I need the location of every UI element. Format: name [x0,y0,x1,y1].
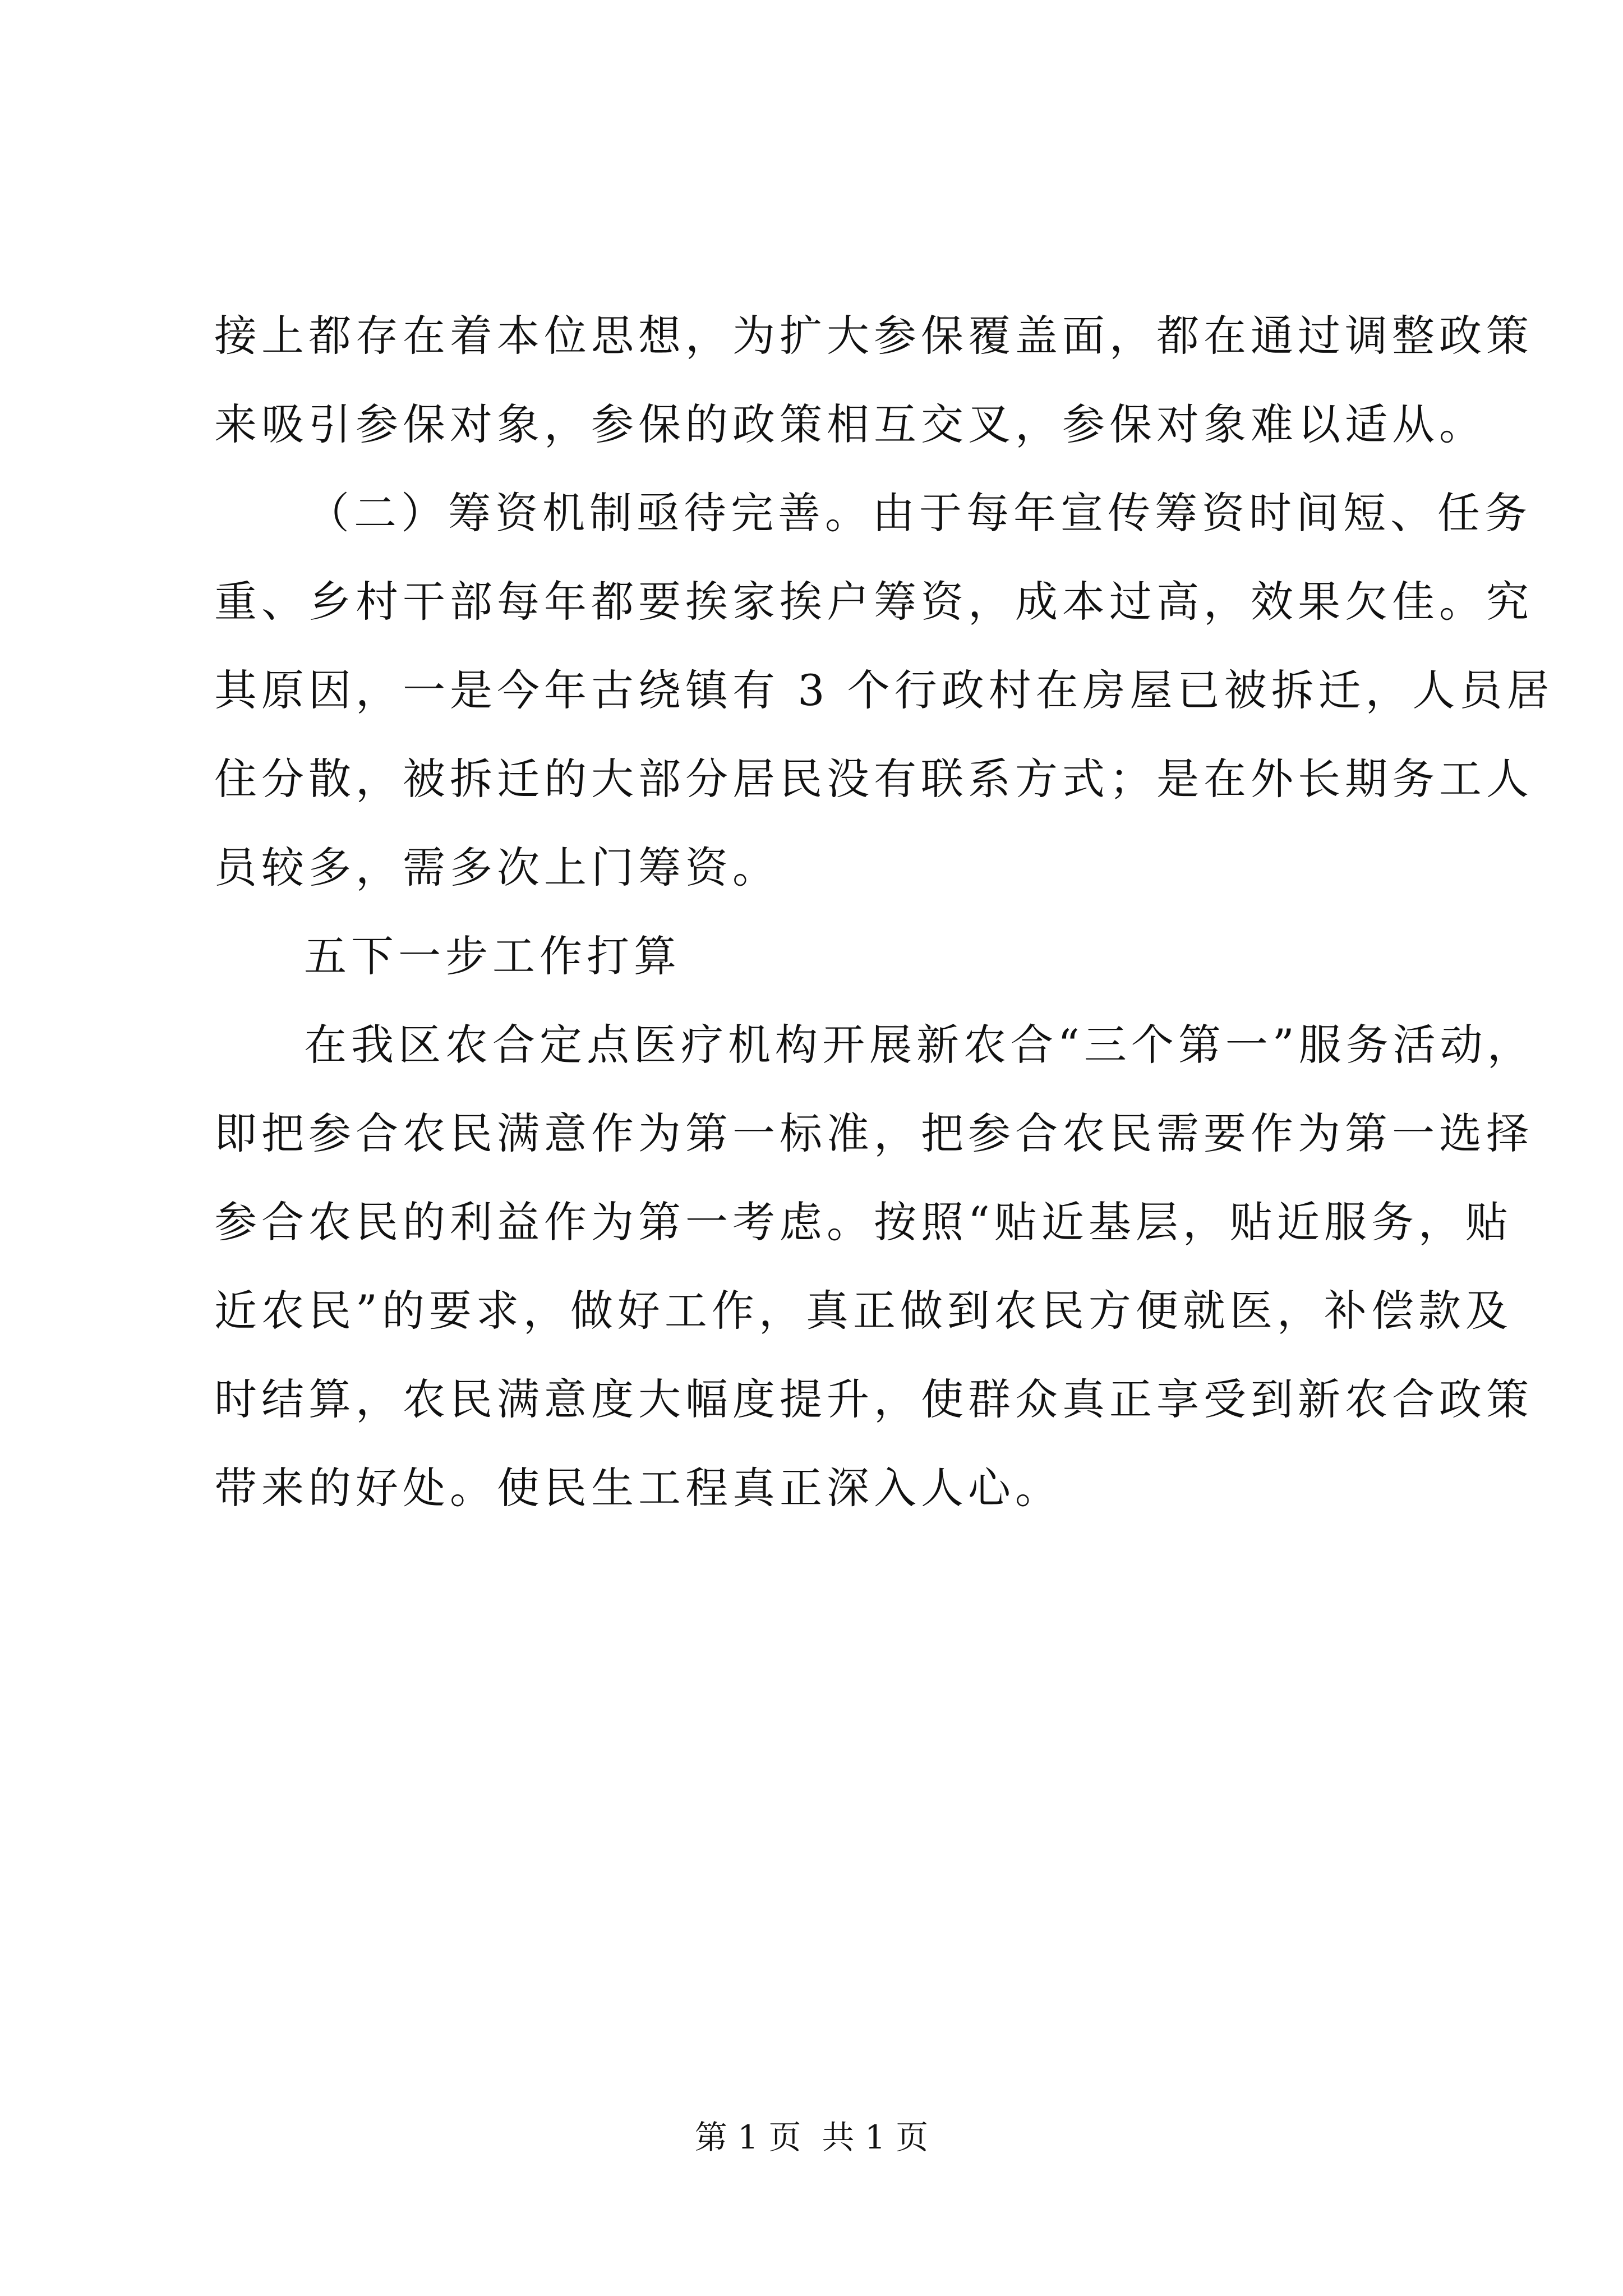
text-line: 近农民”的要求，做好工作，真正做到农民方便就医，补偿款及 [214,1286,1513,1336]
text-line: 在我区农合定点医疗机构开展新农合“三个第一”服务活动， [304,1020,1534,1070]
text-line: 接上都存在着本位思想，为扩大参保覆盖面，都在通过调整政策 [214,311,1533,361]
text-line: 带来的好处。使民生工程真正深入人心。 [214,1463,1062,1513]
section-title: 五下一步工作打算 [304,931,681,981]
text-line: 时结算，农民满意度大幅度提升，使群众真正享受到新农合政策 [214,1374,1533,1424]
body-text [214,292,1554,1533]
text-line: 重、乡村干部每年都要挨家挨户筹资，成本过高，效果欠佳。究 [214,577,1533,627]
text-line: 住分散，被拆迁的大部分居民没有联系方式；是在外长期务工人 [214,754,1533,804]
text-line: 来吸引参保对象，参保的政策相互交叉，参保对象难以适从。 [214,399,1486,449]
page-number-footer: 第 1 页 共 1 页 [694,2118,929,2156]
text-line: 即把参合农民满意作为第一标准，把参合农民需要作为第一选择 [214,1108,1533,1158]
text-line: 参合农民的利益作为第一考虑。按照“贴近基层，贴近服务，贴 [214,1197,1513,1247]
text-line: 员较多，需多次上门筹资。 [214,843,780,892]
text-line: 其原因，一是今年古绕镇有 3 个行政村在房屋已被拆迁，人员居 [214,665,1554,715]
section-heading-line: （二）筹资机制亟待完善。由于每年宣传筹资时间短、任务 [307,488,1532,538]
